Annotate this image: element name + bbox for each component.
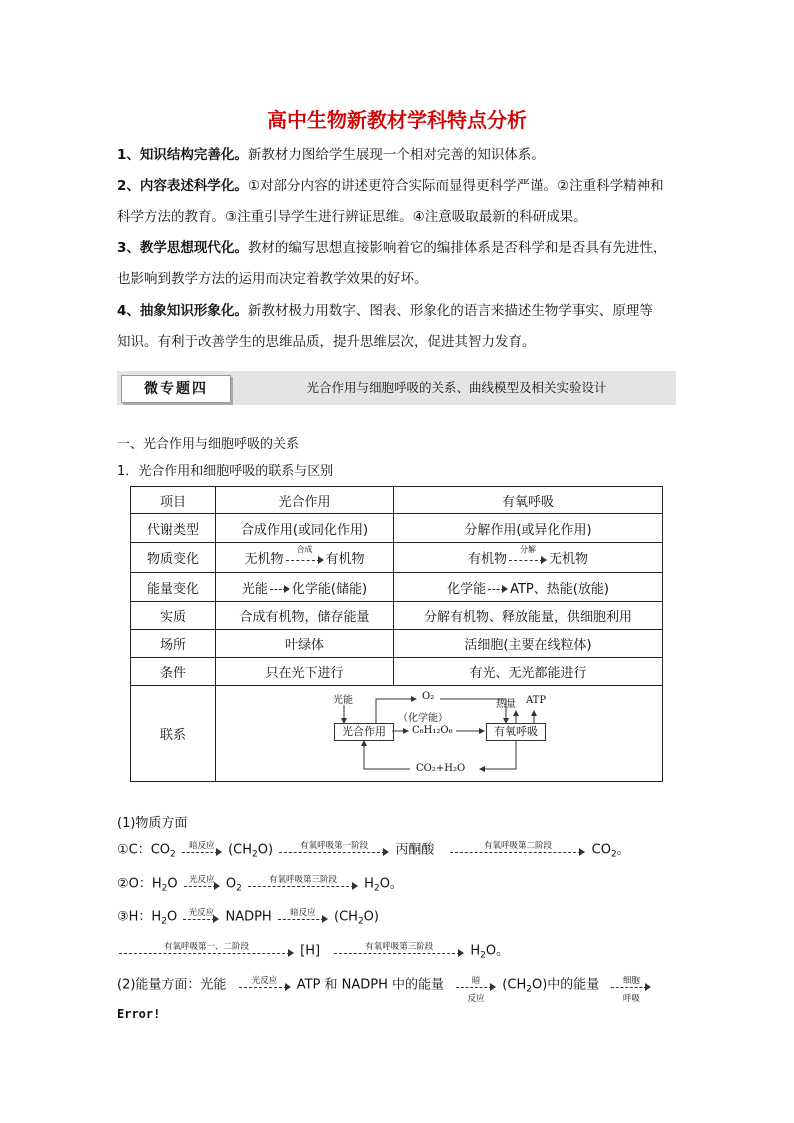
banner-title: 光合作用与细胞呼吸的关系、曲线模型及相关实验设计 [306, 380, 607, 395]
table-row [131, 630, 663, 658]
table-row-link [131, 686, 663, 782]
row-resp: 有光、无光都能进行 [394, 658, 663, 686]
arrow-icon: 光反应 [184, 874, 220, 894]
material-heading: (1)物质方面 [117, 816, 188, 831]
row-item: 条件 [131, 658, 216, 686]
diagram-o2: O₂ [422, 690, 435, 702]
row-item: 能量变化 [131, 573, 216, 602]
row-resp: 分解有机物、释放能量，供细胞利用 [394, 602, 663, 630]
diagram-light: 光能 [333, 694, 353, 706]
table-row [131, 658, 663, 686]
row-resp: 化学能 ATP、热能(放能) [394, 573, 663, 602]
arrow-icon: 有氧呼吸第三阶段 [334, 941, 464, 961]
arrow-icon: 暗 反应 [456, 975, 496, 995]
table-row [131, 573, 663, 602]
row-item: 物质变化 [131, 543, 216, 573]
point-4: 4、抽象知识形象化。新教材极力用数字、图表、形象化的语言来描述生物学事实、原理等 知识。有利于改善学生的思维品质，提升思维层次，促进其智力发育。 [117, 303, 653, 350]
row-item: 联系 [131, 686, 216, 782]
arrow-icon [488, 583, 508, 595]
table-row [131, 514, 663, 543]
arrow-icon: 有氧呼吸第一阶段 [279, 840, 389, 860]
diagram-atp: ATP [526, 694, 547, 706]
point-3: 3、教学思想现代化。教材的编写思想直接影响着它的编排体系是否科学和是否具有先进性， 也影响到教学方法的运用而决定着教学效果的好坏。 [117, 240, 667, 287]
diagram-photo-box: 光合作用 [334, 723, 394, 741]
row-photo: 合成作用(或同化作用) [216, 514, 394, 543]
arrow-icon: 暗反应 [278, 907, 328, 927]
row-photo: 光能 化学能(储能) [216, 573, 394, 602]
error-text: Error! [117, 1007, 161, 1021]
diagram-resp-box: 有氧呼吸 [486, 723, 546, 741]
header-resp: 有氧呼吸 [394, 487, 663, 514]
link-diagram [216, 686, 663, 782]
row-photo: 叶绿体 [216, 630, 394, 658]
table-row [131, 602, 663, 630]
row-item: 场所 [131, 630, 216, 658]
row-photo: 只在光下进行 [216, 658, 394, 686]
banner-tag: 微专题四 [121, 375, 231, 403]
equation-carbon: ①C：$CO_2$ 暗反应 $(CH_2O)$ 有氧呼吸第一阶段 丙酮酸 有氧呼吸第二阶段 $CO_2$。 [117, 841, 630, 860]
diagram-chem: （化学能） [398, 712, 448, 724]
energy-line: (2)能量方面：光能 光反应 ATP 和 NADPH 中的能量 暗 反应 $(CH_2O)$中的能量 细胞 呼吸 [117, 975, 653, 995]
row-item: 代谢类型 [131, 514, 216, 543]
point-2: 2、内容表述科学化。①对部分内容的讲述更符合实际而显得更科学严谨。②注重科学精神和 科学方法的教育。③注重引导学生进行辨证思维。④注意吸取最新的科研成果。 [117, 178, 664, 225]
subsection-heading: 1．光合作用和细胞呼吸的联系与区别 [117, 464, 334, 479]
arrow-icon: 有氧呼吸第三阶段 [248, 874, 358, 894]
arrow-icon: 有氧呼吸第二阶段 [450, 840, 585, 860]
equation-oxygen: ②O：$H_2O$ 光反应 $O_2$ 有氧呼吸第三阶段 $H_2O$。 [117, 875, 403, 894]
table-row [131, 543, 663, 573]
arrow-icon [270, 583, 290, 595]
arrow-icon: 细胞 呼吸 [611, 975, 651, 995]
table-header-row [131, 487, 663, 514]
row-photo: 无机物 合成 有机物 [216, 543, 394, 573]
arrow-icon: 合成 [286, 554, 324, 566]
page-title: 高中生物新教材学科特点分析 [267, 108, 527, 132]
row-item: 实质 [131, 602, 216, 630]
arrow-icon: 光反应 [239, 975, 291, 995]
equation-hydrogen-cont: 有氧呼吸第一、二阶段 [H] 有氧呼吸第三阶段 $H_2O$。 [117, 941, 509, 961]
diagram-co2h2o: CO₂+H₂O [416, 762, 466, 774]
header-item: 项目 [131, 487, 216, 514]
equation-hydrogen: ③H：$H_2O$ 光反应 NADPH 暗反应 $(CH_2O)$ [117, 908, 379, 927]
diagram-heat: 热量 [496, 698, 516, 710]
row-photo: 合成有机物，储存能量 [216, 602, 394, 630]
topic-banner [117, 371, 676, 405]
row-resp: 分解作用(或异化作用) [394, 514, 663, 543]
row-resp: 活细胞(主要在线粒体) [394, 630, 663, 658]
arrow-icon: 光反应 [183, 907, 219, 927]
diagram-glucose: C₆H₁₂O₆ [412, 724, 453, 736]
section-heading: 一、光合作用与细胞呼吸的关系 [117, 437, 300, 452]
arrow-icon: 分解 [509, 554, 547, 566]
point-1: 1、知识结构完善化。新教材力图给学生展现一个相对完善的知识体系。 [117, 147, 545, 163]
arrow-icon: 有氧呼吸第一、二阶段 [119, 941, 294, 961]
comparison-table [130, 486, 663, 782]
arrow-icon: 暗反应 [182, 840, 222, 860]
row-resp: 有机物 分解 无机物 [394, 543, 663, 573]
header-photo: 光合作用 [216, 487, 394, 514]
